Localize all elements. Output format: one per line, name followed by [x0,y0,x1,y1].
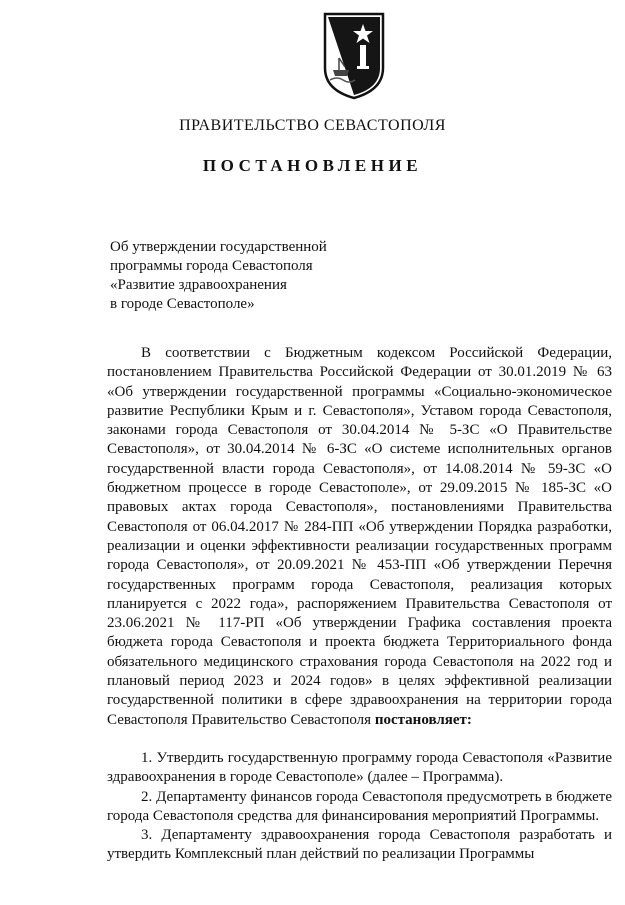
government-title: ПРАВИТЕЛЬСТВО СЕВАСТОПОЛЯ [179,117,446,134]
sevastopol-coat-of-arms-emblem [323,12,385,100]
preamble-text: В соответствии с Бюджетным кодексом Российской Федерации, постановлением Правительства Российской Федерации от 30.01.2019 № 63 «Об утверждении государственной программы «Социально-экономическое развитие Республики Крым и г. Севастополя», Уставом города Севастополя, законами города Севастополя от 30.04.2014 № 5-ЗС «О Правительстве Севастополя», от 30.04.2014 № 6-ЗС «О системе исполнительных органов государственной власти города Севастополя», от 14.08.2014 № 59-ЗС «О бюджетном процессе в городе Севастополе», от 29.09.2015 № 185-ЗС «О правовых актах города Севастополя», постановлениями Правительства Севастополя от 06.04.2017 № 284-ПП «Об утверждении Порядка разработки, реализации и оценки эффективности реализации государственных программ города Севастополя», от 20.09.2021 № 453-ПП «Об утверждении Перечня государственных программ города Севастополя, реализация которых планируется с 2022 года», распоряжением Правительства Севастополя от 23.06.2021 № 117-РП «Об утверждении Графика составления проекта бюджета города Севастополя и проекта бюджета Территориального фонда обязательного медицинского страхования города Севастополя на 2022 год и плановый период 2023 и 2024 годов» в целях эффективной реализации государственной политики в сфере здравоохранения на территории города Севастополя Правительство Севастополя [107,345,612,728]
subject-line: в городе Севастополе» [110,296,255,312]
document-type-heading: ПОСТАНОВЛЕНИЕ [202,156,423,175]
decree-item-3: 3. Департаменту здравоохранения города Севастополя разработать и утвердить Комплексный план действий по реализации Программы [107,827,612,863]
document-body [107,344,612,865]
subject-line: «Развитие здравоохранения [110,277,287,293]
document-subject [110,238,410,314]
subject-line: программы города Севастополя [110,258,313,274]
preamble-paragraph [107,344,612,730]
decree-item-1: 1. Утвердить государственную программу города Севастополя «Развитие здравоохранения в городе Севастополе» (далее – Программа). [107,749,612,786]
decree-word: постановляет: [374,711,472,728]
subject-line: Об утверждении государственной [110,239,327,255]
paragraph-spacer [107,730,612,749]
decree-item-2: 2. Департаменту финансов города Севастополя предусмотреть в бюджете города Севастополя средства для финансирования мероприятий Программы. [107,788,612,824]
